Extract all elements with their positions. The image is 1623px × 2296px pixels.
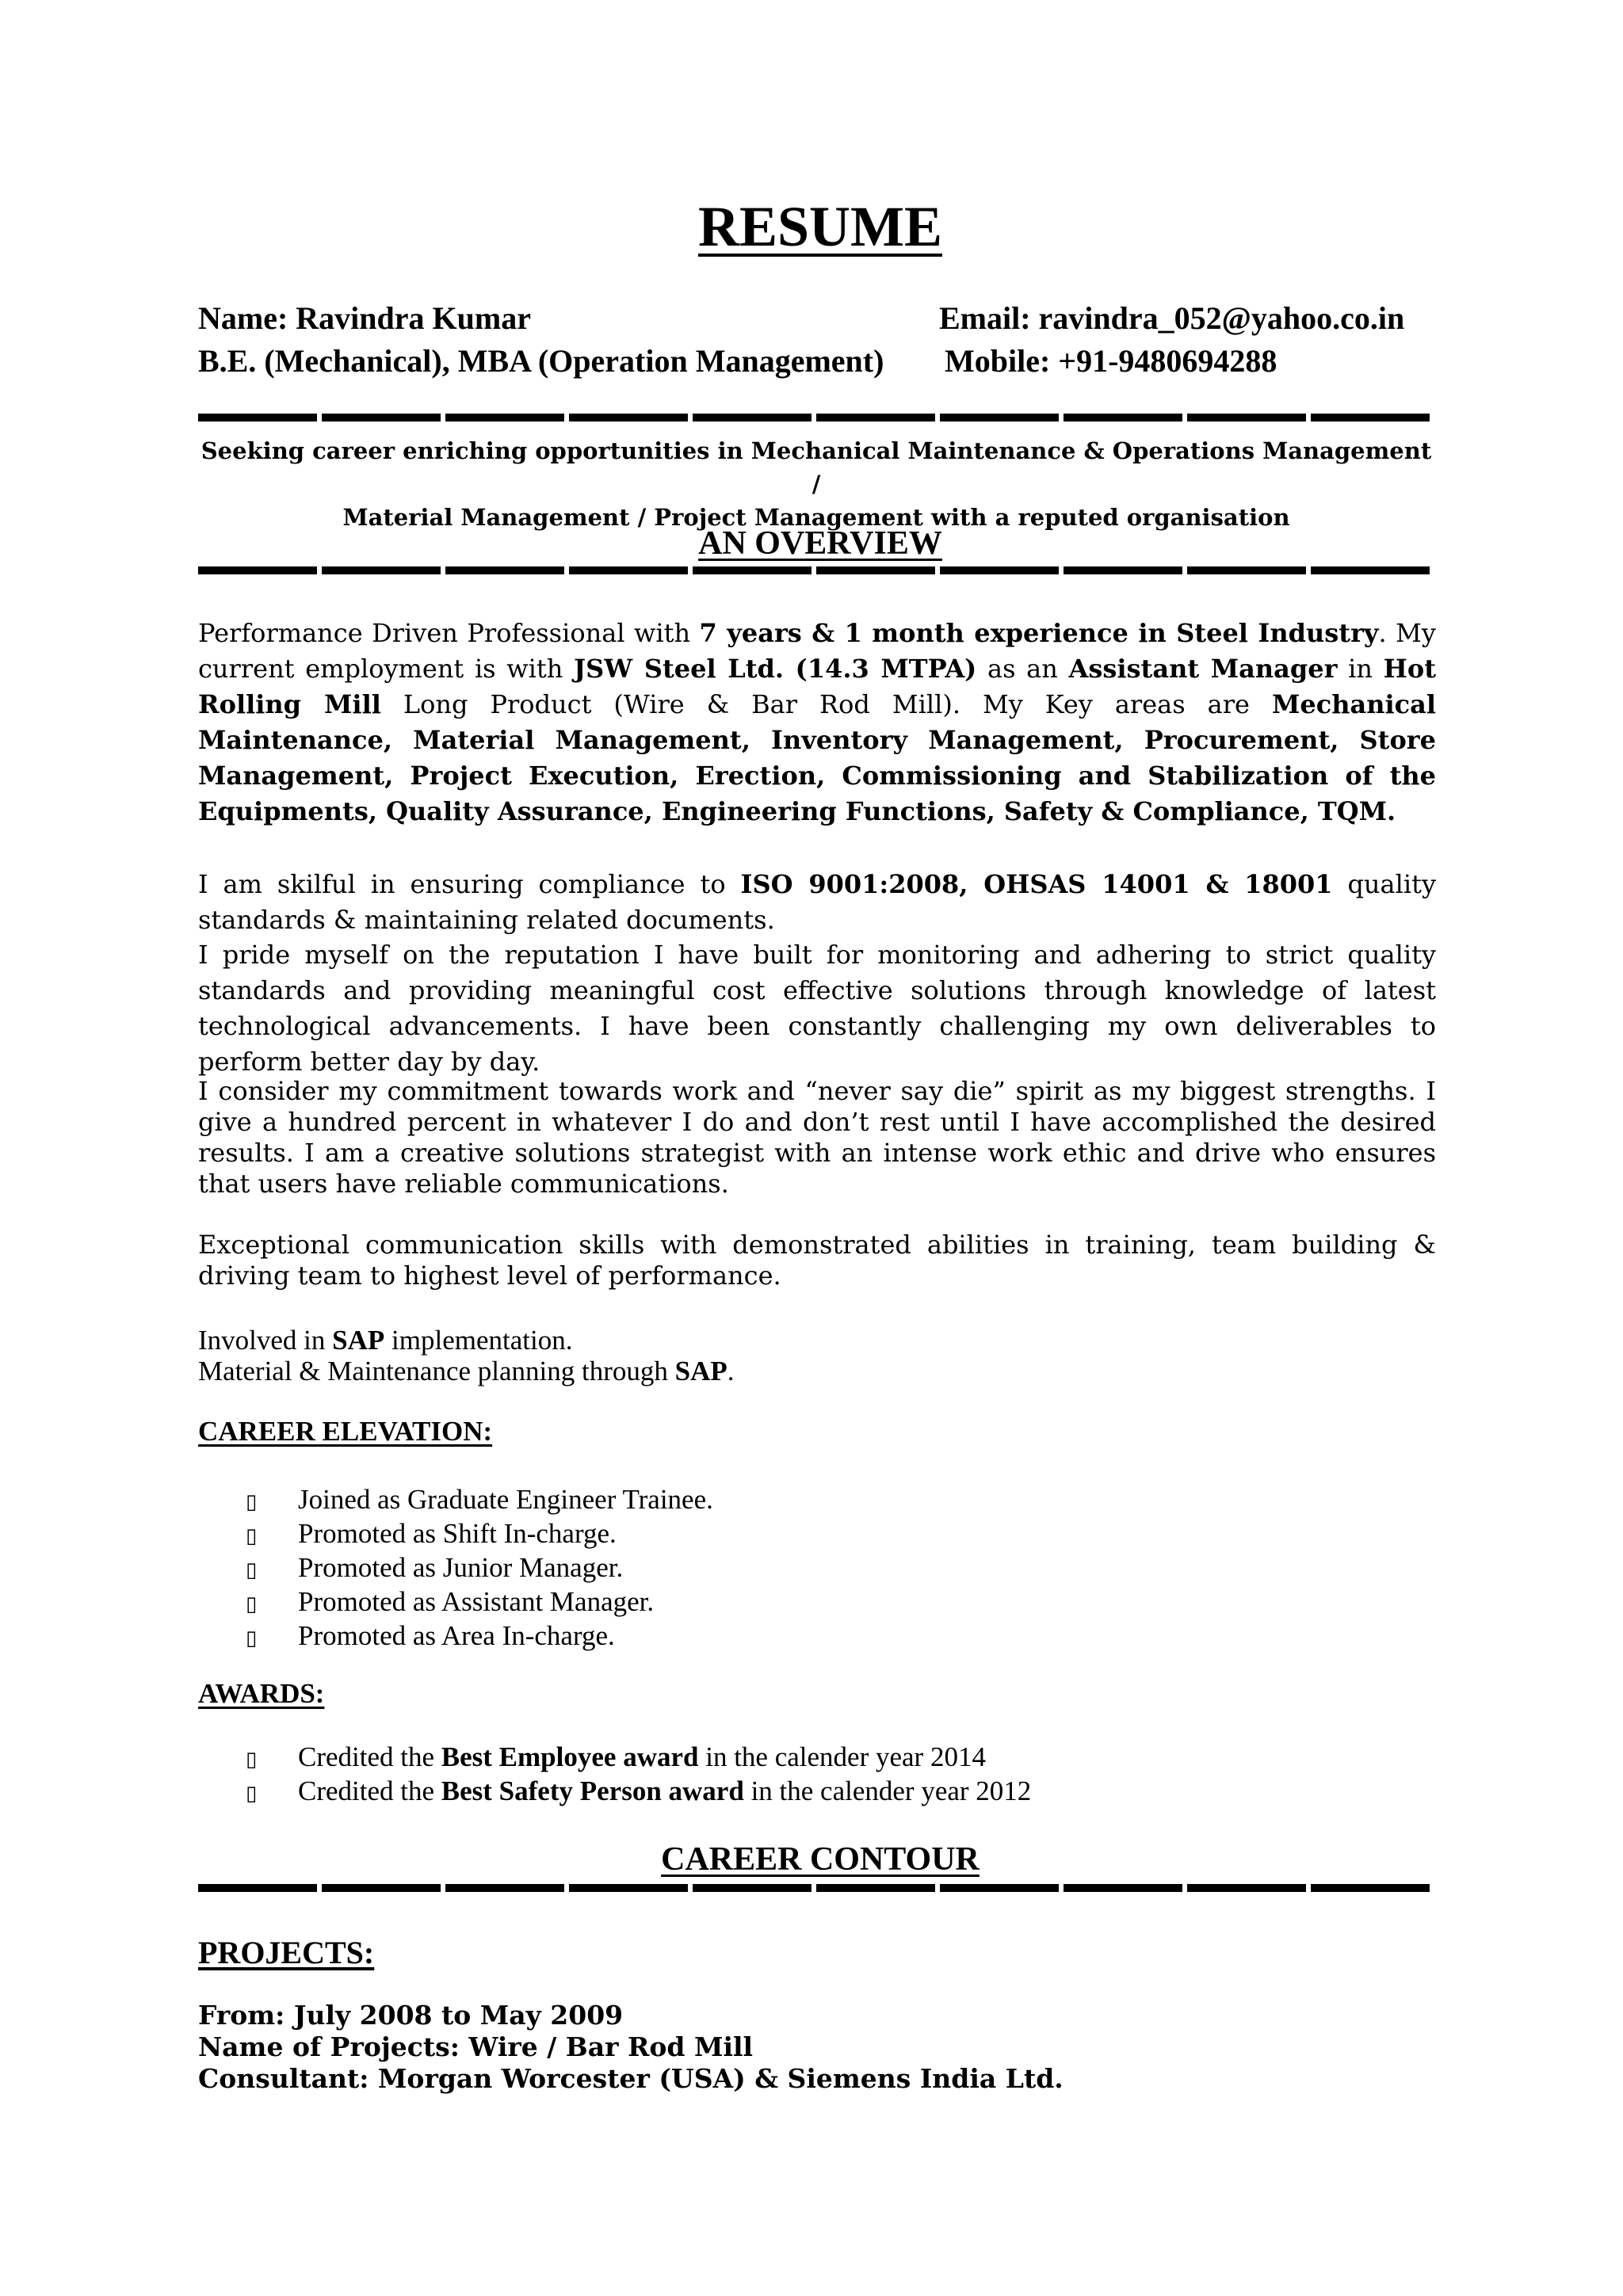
career-elevation-heading: CAREER ELEVATION: — [198, 1416, 493, 1447]
bullet-icon: ▯ — [246, 1524, 258, 1548]
career-contour-heading: CAREER CONTOUR — [661, 1841, 980, 1878]
overview-heading: AN OVERVIEW — [698, 525, 942, 562]
commitment-paragraph: I consider my commitment towards work and “never say die” spirit as my biggest strengths. I give a hundred percent in whatever I do and don’t rest until I have accomplished the desired results. I am a creative solutions strategist with an intense work ethic and drive who ensures that users have reliable communications. — [198, 1076, 1436, 1199]
list-item: ▯ Promoted as Assistant Manager. — [246, 1585, 713, 1619]
bullet-icon: ▯ — [246, 1490, 258, 1514]
compliance-paragraph: I am skilful in ensuring compliance to ISO 9001:2008, OHSAS 14001 & 18001 quality standards & maintaining related documents. — [198, 869, 1437, 935]
candidate-name: Name: Ravindra Kumar — [198, 300, 531, 336]
sap-planning-line: Material & Maintenance planning through SAP. — [198, 1356, 735, 1386]
awards-list — [246, 1740, 1031, 1808]
project-dates: From: July 2008 to May 2009 — [198, 2000, 624, 2031]
overview-paragraph: Performance Driven Professional with 7 years & 1 month experience in Steel Industry. My current employment is with JSW Steel Ltd. (14.3 MTPA) as an Assistant Manager in Hot Rolling Mill Long Product (Wire & Bar Rod Mill). My Key areas are Mechanical Maintenance, Material Management, Inventory Management, Procurement, Store Management, Project Execution, Erection, Commissioning and Stabilization of the Equipments, Quality Assurance, Engineering Functions, Safety & Compliance, TQM. — [198, 618, 1437, 826]
career-objective — [198, 434, 1434, 534]
objective-line: Seeking career enriching opportunities in Mechanical Maintenance & Operations Management / — [200, 437, 1432, 498]
projects-heading: PROJECTS: — [198, 1935, 375, 1970]
project-name: Name of Projects: Wire / Bar Rod Mill — [198, 2031, 754, 2062]
list-item: ▯ Credited the Best Safety Person award in the calender year 2012 — [246, 1774, 1031, 1808]
objective-line: Material Management / Project Management with a reputed organisation — [342, 504, 1290, 531]
bullet-icon: ▯ — [246, 1592, 258, 1616]
list-item: ▯ Promoted as Junior Manager. — [246, 1550, 713, 1585]
list-item: ▯ Promoted as Area In-charge. — [246, 1619, 713, 1653]
bullet-icon: ▯ — [246, 1782, 258, 1806]
bullet-icon: ▯ — [246, 1627, 258, 1650]
career-elevation-list — [246, 1482, 713, 1653]
divider-rule — [198, 414, 1434, 421]
candidate-education: B.E. (Mechanical), MBA (Operation Management) — [198, 343, 884, 379]
resume-title: RESUME — [697, 195, 943, 258]
project-consultant: Consultant: Morgan Worcester (USA) & Siemens India Ltd. — [198, 2063, 1064, 2094]
candidate-mobile: Mobile: +91-9480694288 — [945, 343, 1277, 379]
divider-rule — [198, 1884, 1434, 1892]
list-item: ▯ Joined as Graduate Engineer Trainee. — [246, 1482, 713, 1516]
divider-rule — [198, 566, 1434, 574]
communication-paragraph: Exceptional communication skills with demonstrated abilities in training, team building & driving team to highest level of performance. — [198, 1230, 1436, 1291]
sap-implementation-line: Involved in SAP implementation. — [198, 1325, 573, 1356]
reputation-paragraph: I pride myself on the reputation I have built for monitoring and adhering to strict quality standards and providing meaningful cost effective solutions through knowledge of latest technological advancements. I have been constantly challenging my own deliverables to perform better day by day. — [198, 940, 1436, 1077]
candidate-email: Email: ravindra_052@yahoo.co.in — [939, 300, 1405, 336]
list-item: ▯ Credited the Best Employee award in the calender year 2014 — [246, 1740, 1031, 1774]
bullet-icon: ▯ — [246, 1558, 258, 1582]
list-item: ▯ Promoted as Shift In-charge. — [246, 1516, 713, 1550]
bullet-icon: ▯ — [246, 1748, 258, 1772]
awards-heading: AWARDS: — [198, 1678, 325, 1709]
